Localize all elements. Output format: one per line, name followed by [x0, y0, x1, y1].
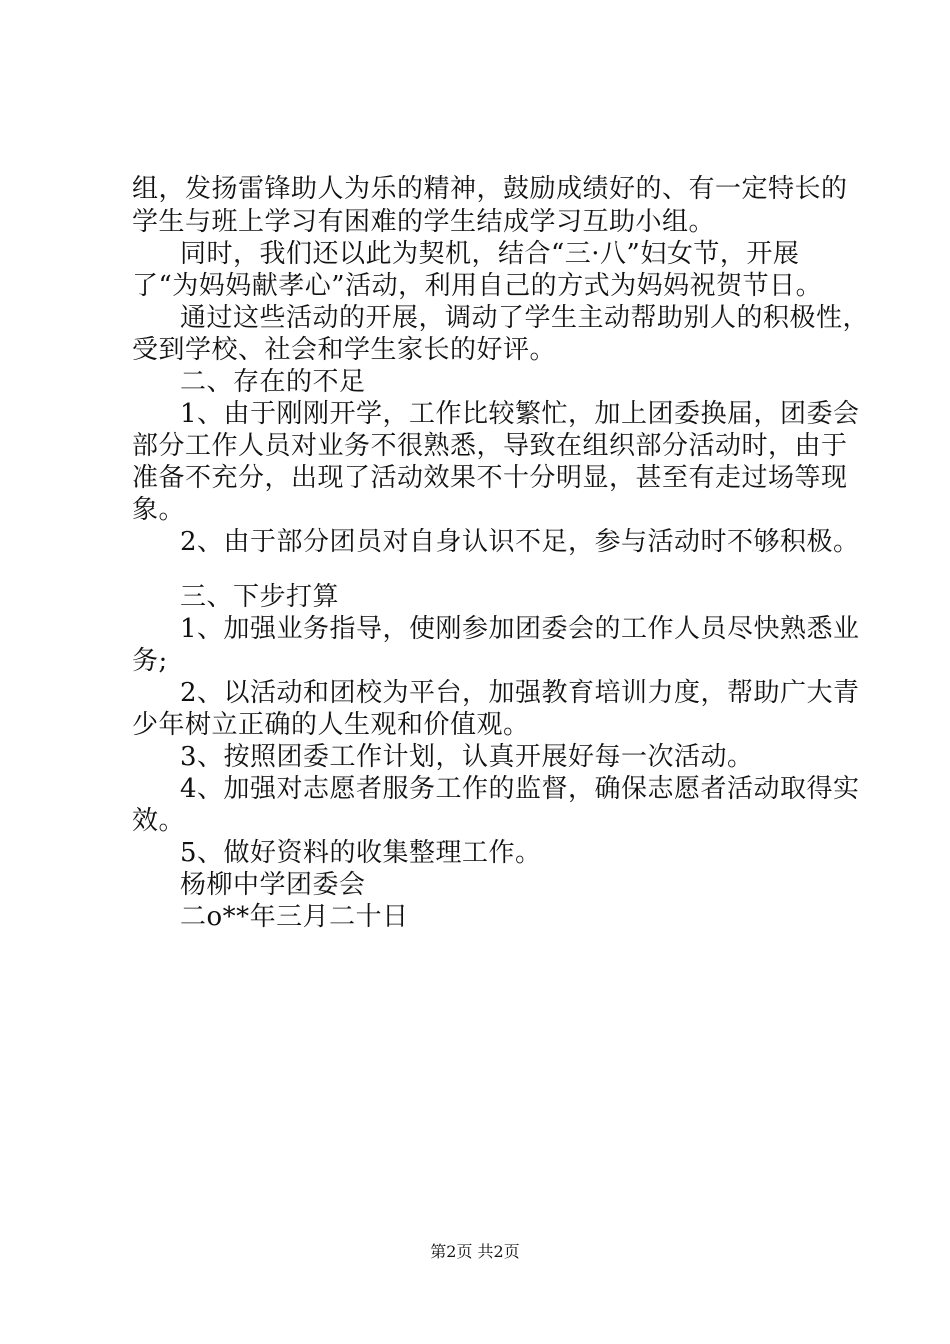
paragraph-line: 通过这些活动的开展，调动了学生主动帮助别人的积极性，: [180, 303, 870, 333]
paragraph-line: 务;: [132, 646, 168, 676]
paragraph-line: 2、以活动和团校为平台，加强教育培训力度，帮助广大青: [180, 678, 860, 708]
paragraph-line: 1、由于刚刚开学，工作比较繁忙，加上团委换届，团委会: [180, 399, 860, 429]
signature-date: 二o**年三月二十日: [180, 902, 409, 932]
paragraph-line: 1、加强业务指导，使刚参加团委会的工作人员尽快熟悉业: [180, 614, 860, 644]
paragraph-line: 准备不充分，出现了活动效果不十分明显，甚至有走过场等现: [132, 463, 848, 493]
paragraph-line: 5、做好资料的收集整理工作。: [180, 838, 542, 868]
paragraph-line: 了“为妈妈献孝心”活动，利用自己的方式为妈妈祝贺节日。: [132, 271, 823, 301]
paragraph-line: 部分工作人员对业务不很熟悉，导致在组织部分活动时，由于: [132, 431, 848, 461]
paragraph-line: 学生与班上学习有困难的学生结成学习互助小组。: [132, 207, 716, 237]
paragraph-line: 受到学校、社会和学生家长的好评。: [132, 335, 557, 365]
section-heading: 二、存在的不足: [180, 367, 366, 397]
paragraph-line: 3、按照团委工作计划，认真开展好每一次活动。: [180, 742, 754, 772]
paragraph-line: 效。: [132, 806, 186, 836]
paragraph-line: 4、加强对志愿者服务工作的监督，确保志愿者活动取得实: [180, 774, 860, 804]
paragraph-line: 2、由于部分团员对自身认识不足，参与活动时不够积极。: [180, 527, 860, 557]
paragraph-line: 组，发扬雷锋助人为乐的精神，鼓励成绩好的、有一定特长的: [132, 174, 848, 204]
page-number-footer: 第2页 共2页: [430, 1242, 520, 1261]
paragraph-line: 同时，我们还以此为契机，结合“三·八”妇女节，开展: [180, 239, 800, 269]
paragraph-line: 少年树立正确的人生观和价值观。: [132, 710, 530, 740]
paragraph-line: 象。: [132, 495, 186, 525]
signature-organization: 杨柳中学团委会: [180, 870, 366, 900]
section-heading: 三、下步打算: [180, 582, 340, 612]
